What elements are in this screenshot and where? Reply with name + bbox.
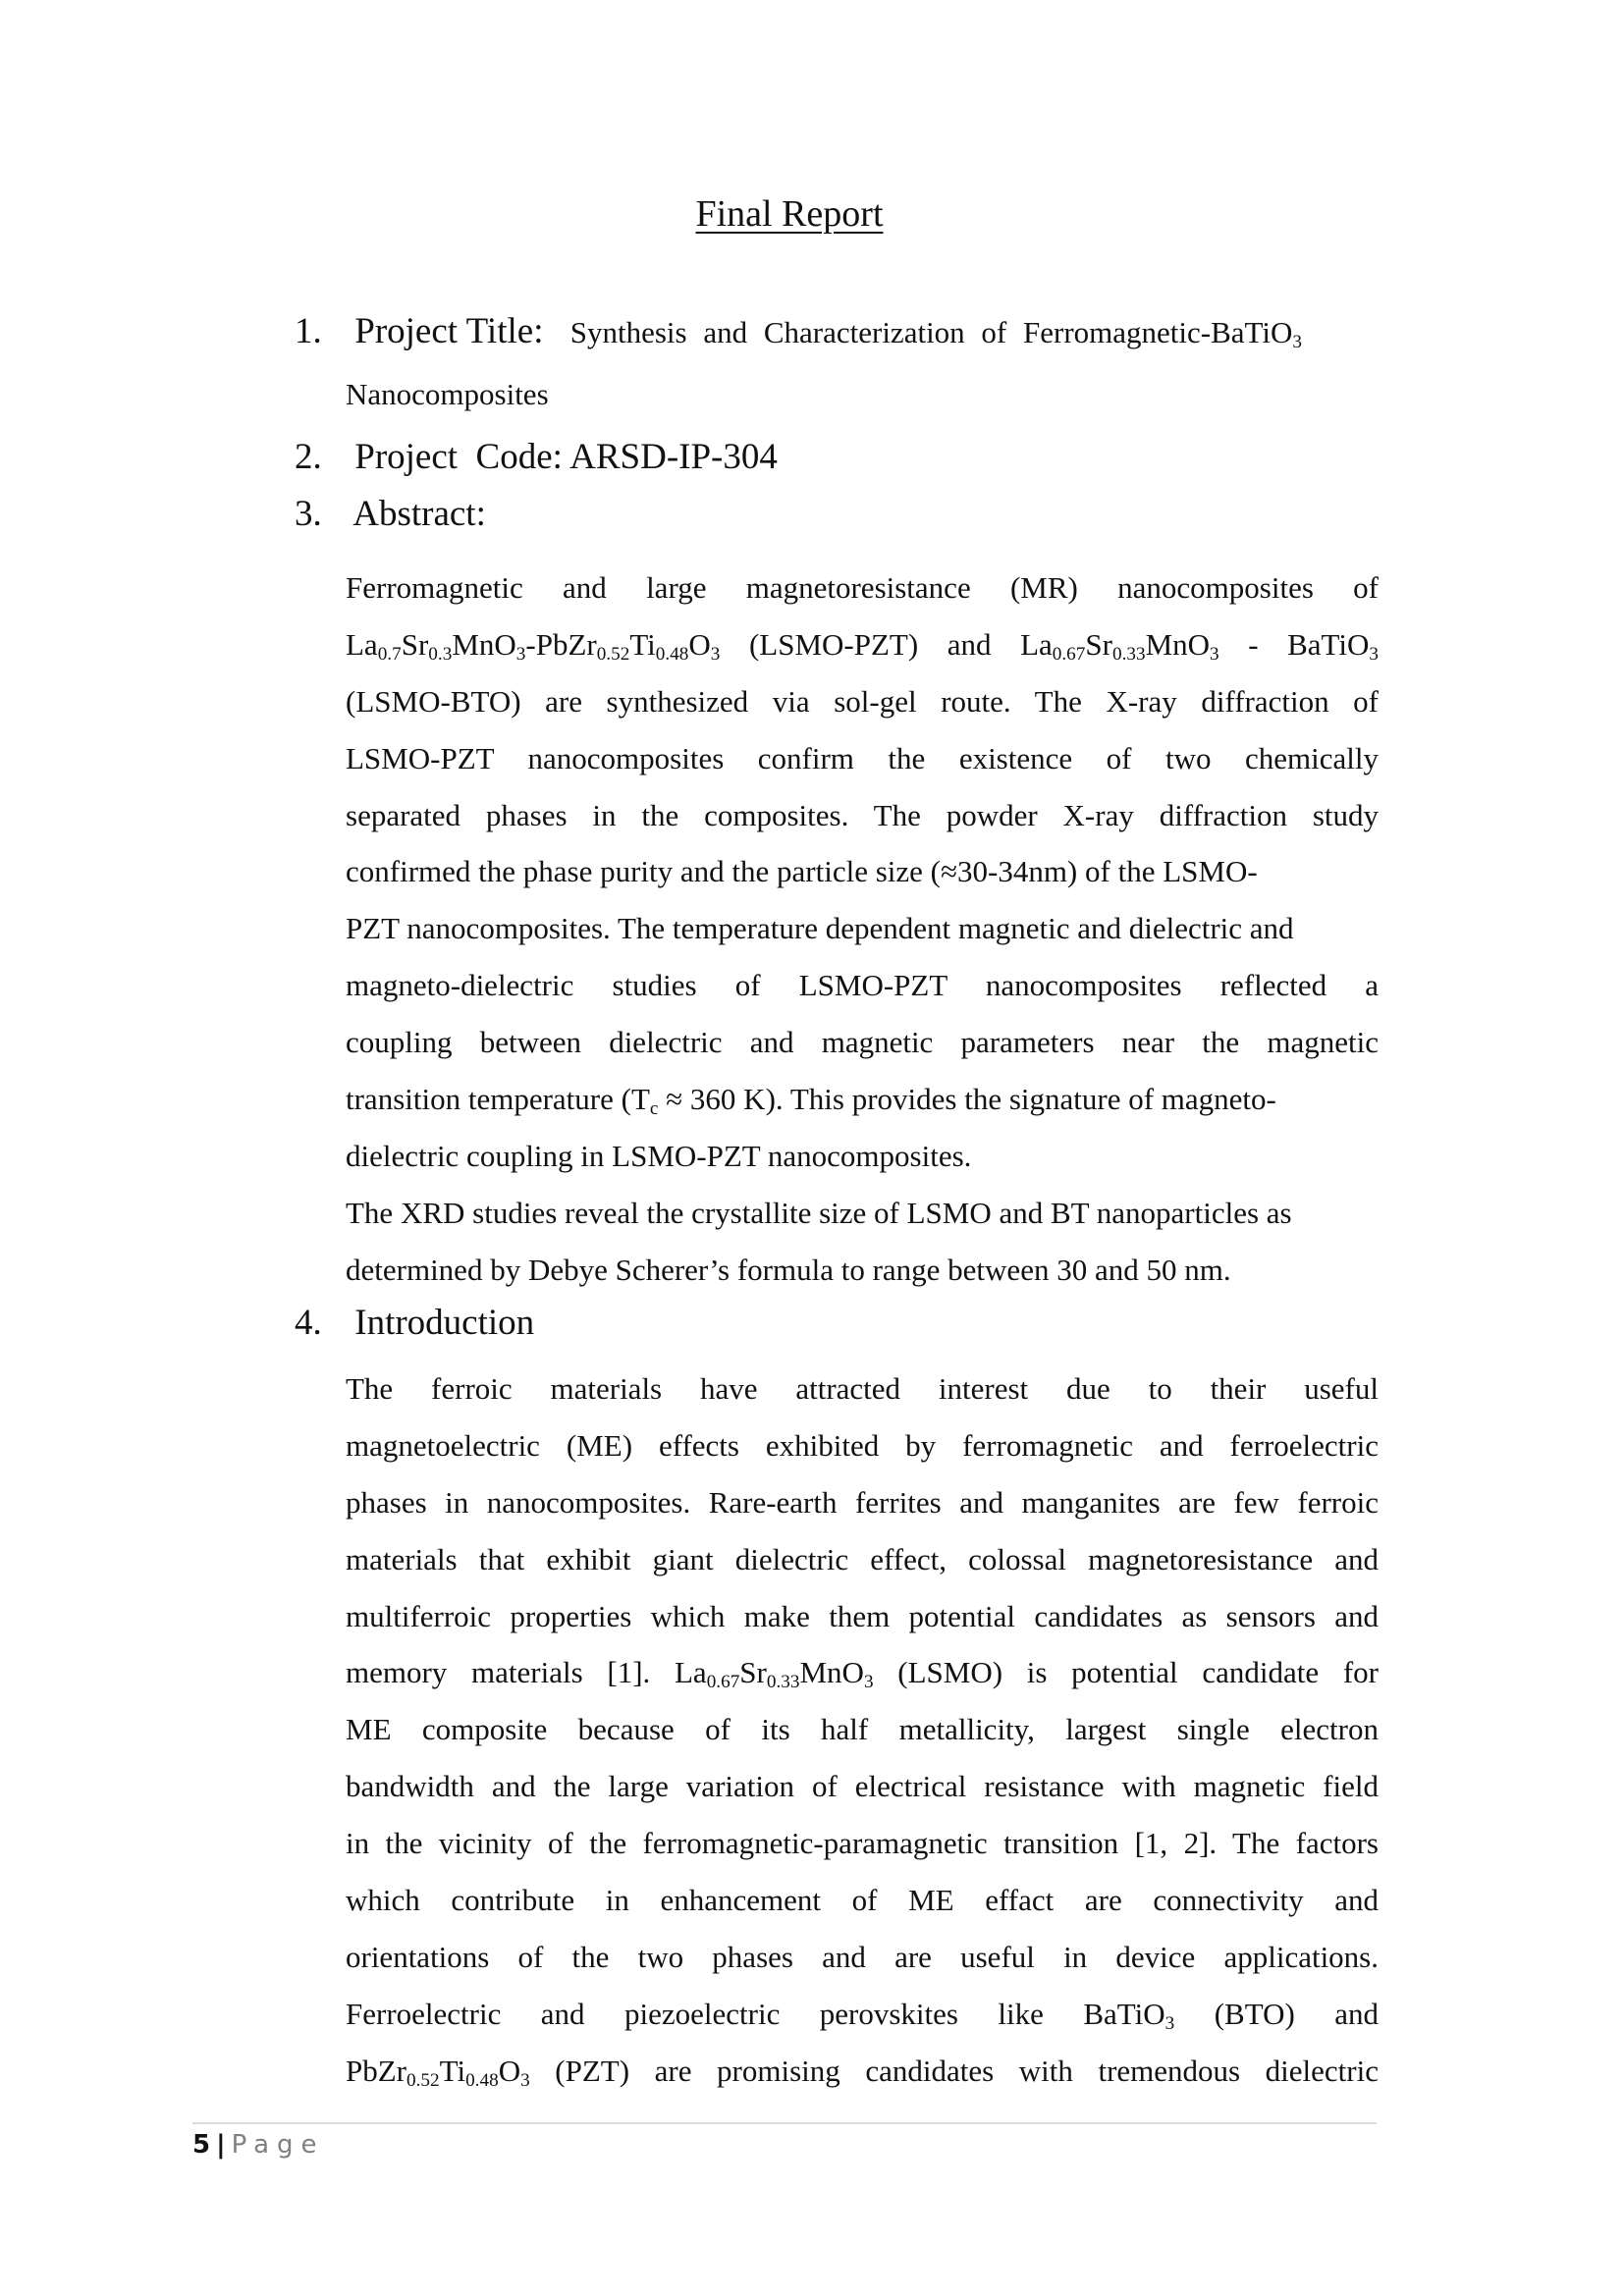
text-line: transition temperature ($T_c \approx 360$ K). This provides the signature of magneto-	[346, 1082, 1276, 1119]
subscript: 3	[515, 643, 526, 665]
item-label: Abstract:	[352, 494, 486, 534]
text-line: magneto-dielectric studies of LSMO-PZT nanocomposites reflected a	[346, 968, 1379, 1003]
subscript: 0.52	[596, 643, 630, 665]
text-line: Ferromagnetic and large magnetoresistance (MR) nanocomposites of	[346, 570, 1379, 605]
text-line: phases in nanocomposites. Rare-earth ferrites and manganites are few ferroic	[346, 1484, 1379, 1520]
text-line: The XRD studies reveal the crystallite size of LSMO and BT nanoparticles as	[346, 1195, 1292, 1230]
item-label: Project Title:	[354, 311, 544, 351]
item-introduction-heading	[295, 1302, 534, 1344]
text-line: bandwidth and the large variation of electrical resistance with magnetic field	[346, 1769, 1379, 1804]
footer-separator: |	[216, 2130, 226, 2160]
document-title: Final Report	[695, 193, 884, 235]
text-line: magnetoelectric (ME) effects exhibited by ferromagnetic and ferroelectric	[346, 1427, 1379, 1463]
abstract-paragraph	[346, 560, 1379, 1299]
text-line: The ferroic materials have attracted interest due to their useful	[346, 1371, 1379, 1406]
item-project-title	[295, 310, 1302, 352]
subscript: 0.7	[377, 643, 402, 665]
item-label: Introduction	[354, 1303, 535, 1343]
project-title-text: Synthesis and Characterization of Ferromagnetic-BaTiO	[569, 315, 1293, 349]
text-line: separated phases in the composites. The powder X-ray diffraction study	[346, 797, 1379, 832]
item-number: 4.	[295, 1303, 322, 1343]
text-line: LSMO-PZT nanocomposites confirm the existence of two chemically	[346, 740, 1379, 775]
footer-divider	[192, 2122, 1377, 2124]
item-project-code	[295, 436, 778, 478]
project-title-continuation: Nanocomposites	[346, 377, 549, 411]
text-line: $PbZr_{0.52}Ti_{0.48}O_3$ (PZT) are promising candidates with tremendous dielectric	[346, 2053, 1379, 2091]
subscript: 0.67	[706, 1672, 740, 1693]
subscript: 3	[1369, 643, 1379, 665]
item-number: 3.	[295, 494, 322, 534]
text-line: (LSMO-BTO) are synthesized via sol-gel route. The X-ray diffraction of	[346, 683, 1379, 719]
text-line: Ferroelectric and piezoelectric perovskites like BaTiO$_3$ (BTO) and	[346, 1996, 1379, 2034]
subscript: 0.3	[428, 643, 453, 665]
text-line: orientations of the two phases and are useful in device applications.	[346, 1939, 1379, 1974]
page-word: Page	[231, 2130, 325, 2160]
item-number: 1.	[295, 311, 322, 351]
text-line: which contribute in enhancement of ME effact are connectivity and	[346, 1883, 1379, 1918]
text-line: confirmed the phase purity and the particle size (≈30-34nm) of the LSMO-	[346, 854, 1258, 889]
subscript: 0.33	[1111, 643, 1146, 665]
subscript: 3	[1292, 331, 1302, 352]
text-line: multiferroic properties which make them potential candidates as sensors and	[346, 1598, 1379, 1633]
item-number: 2.	[295, 437, 322, 477]
page-number: 5	[192, 2130, 211, 2160]
subscript: c	[649, 1097, 659, 1119]
text-line: materials that exhibit giant dielectric effect, colossal magnetoresistance and	[346, 1541, 1379, 1576]
subscript: 0.52	[406, 2069, 440, 2091]
text-line: PZT nanocomposites. The temperature dependent magnetic and dielectric and	[346, 911, 1294, 946]
text-line: memory materials [1]. $La_{0.67}Sr_{0.33}MnO_3$ (LSMO) is potential candidate for	[346, 1655, 1379, 1693]
item-label: Project Code: ARSD-IP-304	[354, 437, 778, 477]
text-line: dielectric coupling in LSMO-PZT nanocomposites.	[346, 1138, 972, 1173]
text-line: determined by Debye Scherer’s formula to range between 30 and 50 nm.	[346, 1252, 1231, 1287]
subscript: 0.48	[655, 643, 689, 665]
subscript: 3	[1210, 643, 1219, 665]
subscript: 3	[863, 1672, 874, 1693]
subscript: 3	[520, 2069, 530, 2091]
subscript: 0.33	[766, 1672, 800, 1693]
subscript: 3	[1164, 2012, 1175, 2034]
subscript: 0.67	[1052, 643, 1086, 665]
item-abstract-heading	[295, 493, 486, 535]
text-line: in the vicinity of the ferromagnetic-paramagnetic transition [1, 2]. The factors	[346, 1826, 1379, 1861]
text-line: $La_{0.7}Sr_{0.3}MnO_3-PbZr_{0.52}Ti_{0.48}O_3$ (LSMO-PZT) and $La_{0.67}Sr_{0.33}MnO_3$ - BaTiO$_3$	[346, 626, 1379, 665]
subscript: 3	[710, 643, 721, 665]
text-line: coupling between dielectric and magnetic parameters near the magnetic	[346, 1025, 1379, 1060]
introduction-paragraph	[346, 1361, 1379, 2100]
subscript: 0.48	[465, 2069, 499, 2091]
page-footer	[192, 2130, 325, 2160]
project-title-value	[569, 315, 1302, 352]
text-line: ME composite because of its half metallicity, largest single electron	[346, 1712, 1379, 1747]
